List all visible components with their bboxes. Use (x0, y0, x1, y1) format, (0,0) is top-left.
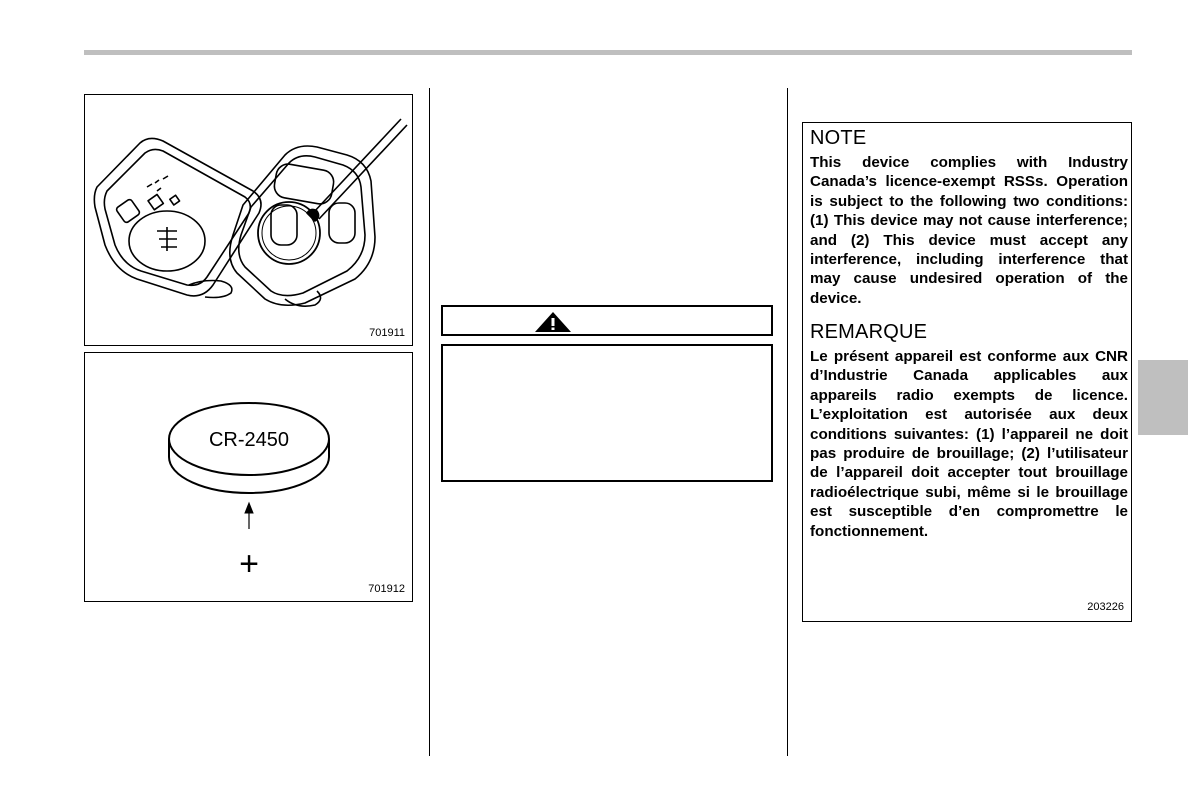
note-text-english: This device complies with Industry Canada’s licence-exempt RSSs. Operation is subject to the following two conditions: (1) This device may not cause interference; and (2) This device must accept any interference, including interference that may cause undesired operation of the device. (810, 154, 1128, 307)
figure-code: 701911 (369, 327, 405, 339)
note-figure-code: 203226 (1087, 601, 1124, 613)
figure-key-fob-opened (84, 94, 413, 346)
figure-battery (84, 352, 413, 602)
column-divider-right (787, 88, 788, 756)
warning-icon (533, 310, 573, 334)
battery-label: CR-2450 (208, 429, 290, 451)
note-box (802, 122, 1132, 622)
key-fob-illustration (85, 95, 412, 345)
top-rule (84, 50, 1132, 55)
section-thumb-tab (1138, 360, 1188, 435)
warning-header (441, 305, 773, 336)
note-heading: NOTE (810, 127, 867, 149)
warning-body (441, 344, 773, 482)
remarque-heading: REMARQUE (810, 321, 928, 343)
figure-code: 701912 (368, 583, 405, 595)
plus-symbol: + (239, 545, 259, 583)
battery-illustration (85, 353, 412, 601)
note-text-french: Le présent appareil est conforme aux CNR d’Industrie Canada applicables aux appareils radio exempts de licence. L’exploitation est autorisée aux deux conditions suivantes: (1) l’appareil ne doit pas produire de brouillage; (2) l’utilisateur de l’appareil doit accepter tout brouillage radioélectrique subi, même si le brouillage est susceptible d’en compromettre le fonctionnement. (810, 348, 1128, 540)
column-divider-left (429, 88, 430, 756)
